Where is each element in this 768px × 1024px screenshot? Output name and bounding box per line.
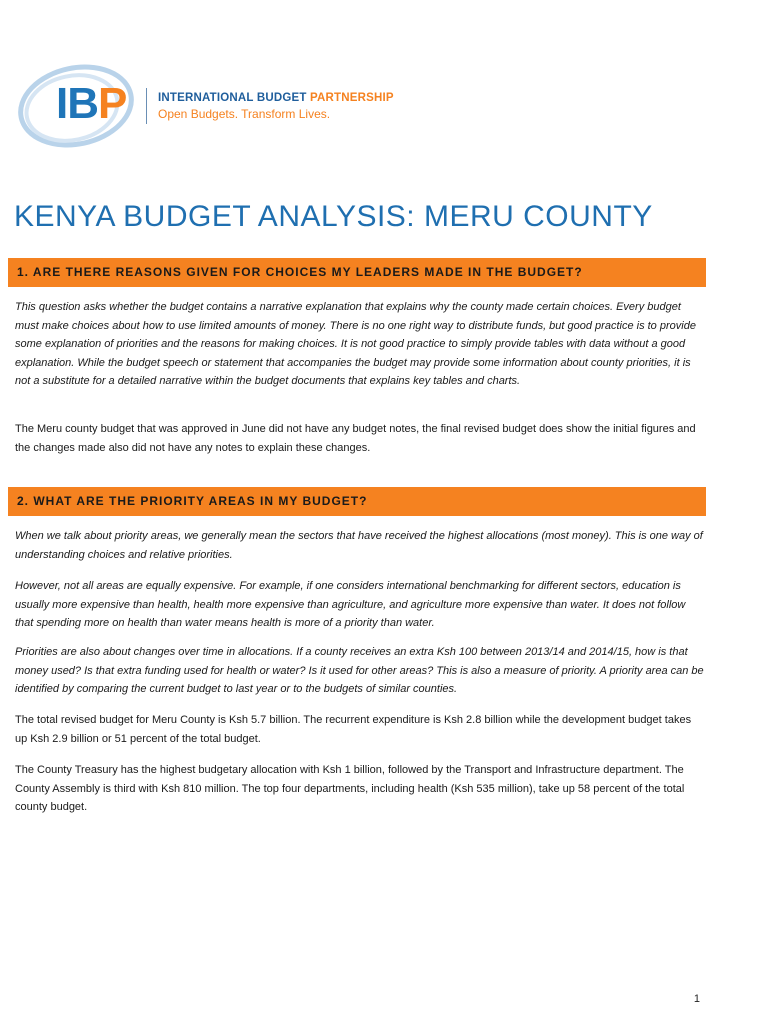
logo-organization-name bbox=[158, 92, 394, 104]
logo-mark bbox=[56, 79, 127, 128]
section-2-paragraph-1: When we talk about priority areas, we generally mean the sectors that have received the highest allocations (most money). This is one way of understanding choices and relative priorities. bbox=[15, 530, 703, 561]
ibp-logo bbox=[14, 60, 434, 160]
logo-mark-p: P bbox=[98, 79, 127, 128]
section-2-paragraph-3: Priorities are also about changes over time in allocations. If a county receives an extra Ksh 100 between 2013/14 and 2014/15, how is that money used? Is that extra funding used for health or water? Is it used for other areas? This is also a measure of priority. A priority area can be identified by comparing the current budget to last year or to the budgets of similar counties. bbox=[15, 646, 704, 695]
section-1-paragraph-2: The Meru county budget that was approved in June did not have any budget notes, the final revised budget does show the initial figures and the changes made also did not have any notes to explain these changes. bbox=[15, 423, 696, 454]
section-1-header: 1. ARE THERE REASONS GIVEN FOR CHOICES MY LEADERS MADE IN THE BUDGET? bbox=[8, 258, 706, 287]
logo-divider bbox=[146, 88, 147, 124]
logo-name-main: INTERNATIONAL BUDGET bbox=[158, 92, 310, 104]
logo-name-accent: PARTNERSHIP bbox=[310, 92, 394, 104]
section-2-paragraph-2: However, not all areas are equally expensive. For example, if one considers international benchmarking for different sectors, education is usually more expensive than health, health more expensive than agriculture, and agriculture more expensive than water. It does not follow that spending more on health than water means health is more of a priority than water. bbox=[15, 580, 686, 629]
page-title: KENYA BUDGET ANALYSIS: MERU COUNTY bbox=[14, 200, 653, 233]
logo-tagline: Open Budgets. Transform Lives. bbox=[158, 107, 331, 121]
page-number: 1 bbox=[693, 993, 700, 1005]
section-2-header: 2. WHAT ARE THE PRIORITY AREAS IN MY BUDGET? bbox=[8, 487, 706, 516]
logo-mark-ib: IB bbox=[56, 79, 98, 128]
section-2-paragraph-5: The County Treasury has the highest budgetary allocation with Ksh 1 billion, followed by the Transport and Infrastructure department. The County Assembly is third with Ksh 810 million. The top four departments, including health (Ksh 535 million), take up 58 percent of the total county budget. bbox=[15, 764, 685, 813]
section-1-paragraph-1: This question asks whether the budget contains a narrative explanation that explains why the county made certain choices. Every budget must make choices about how to use limited amounts of money. There is no one right way to distribute funds, but good practice is to provide some explanation of priorities and the reasons for making choices. It is not good practice to simply provide tables with data without a good explanation. While the budget speech or statement that accompanies the budget may provide some information about county priorities, it is not a substitute for a detailed narrative within the budget documents that explains key tables and charts. bbox=[15, 301, 696, 387]
section-2-paragraph-4: The total revised budget for Meru County is Ksh 5.7 billion. The recurrent expenditure is Ksh 2.8 billion while the development budget takes up Ksh 2.9 billion or 51 percent of the total budget. bbox=[15, 714, 692, 745]
